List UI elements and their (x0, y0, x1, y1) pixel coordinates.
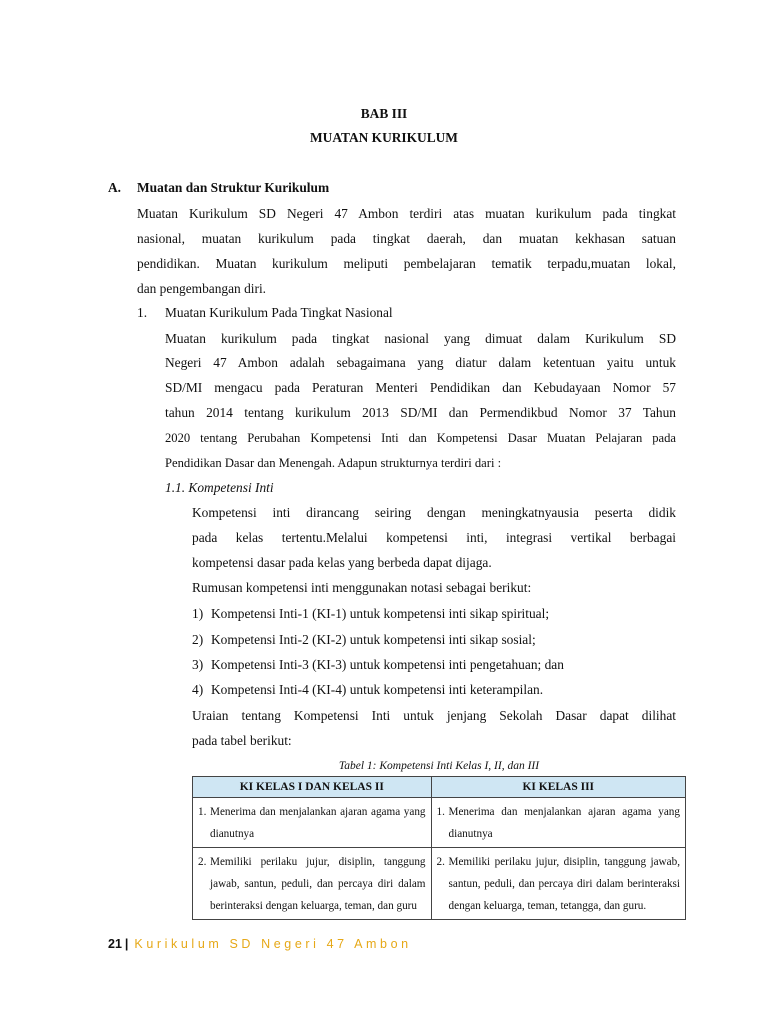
notation-intro: Rumusan kompetensi inti menggunakan notasi sebagai berikut: (192, 580, 532, 595)
sub11-para-line: kompetensi dasar pada kelas yang berbeda dapat dijaga. (192, 555, 492, 570)
list-item: Kompetensi Inti-4 (KI-4) untuk kompetensi inti keterampilan. (211, 682, 544, 697)
cell-number: 2. (198, 856, 207, 868)
footer-separator: | (124, 937, 129, 951)
sub1-heading: Muatan Kurikulum Pada Tingkat Nasional (165, 305, 393, 320)
list-item-number: 3) (192, 657, 204, 672)
section-a-para-line: Muatan Kurikulum SD Negeri 47 Ambon terdiri atas muatan kurikulum pada tingkat (137, 206, 676, 221)
table-header-ki-kelas-1-2: KI KELAS I DAN KELAS II (193, 777, 432, 798)
competency-table (192, 776, 686, 920)
list-item-number: 1) (192, 606, 204, 621)
table-header-row (193, 777, 686, 798)
section-a-para-line: pendidikan. Muatan kurikulum meliputi pembelajaran tematik terpadu,muatan lokal, (137, 256, 676, 271)
sub1-marker: 1. (137, 305, 148, 320)
table-row (193, 848, 686, 920)
sub1-para-line: SD/MI mengacu pada Peraturan Menteri Pendidikan dan Kebudayaan Nomor 57 (165, 380, 676, 395)
page-number: 21 (108, 937, 122, 951)
table-caption: Tabel 1: Kompetensi Inti Kelas I, II, dan III (338, 760, 540, 772)
table-header-ki-kelas-3: KI KELAS III (431, 777, 685, 798)
table-cell (193, 848, 432, 920)
closing-line: Uraian tentang Kompetensi Inti untuk jenjang Sekolah Dasar dapat dilihat (192, 708, 676, 723)
section-a-marker: A. (108, 180, 122, 195)
sub1-para-line: Negeri 47 Ambon adalah sebagaimana yang diatur dalam ketentuan yaitu untuk (165, 355, 676, 370)
list-item: Kompetensi Inti-3 (KI-3) untuk kompetensi inti pengetahuan; dan (211, 657, 564, 672)
list-item: Kompetensi Inti-2 (KI-2) untuk kompetensi inti sikap sosial; (211, 632, 536, 647)
table-cell (431, 848, 685, 920)
table-row (193, 798, 686, 848)
sub1-para-line: Pendidikan Dasar dan Menengah. Adapun strukturnya terdiri dari : (165, 456, 502, 470)
list-item-number: 2) (192, 632, 204, 647)
section-a-para-line: dan pengembangan diri. (137, 281, 267, 296)
cell-text: Memiliki perilaku jujur, disiplin, tanggung jawab, santun, peduli, dan percaya diri dalam berinteraksi dengan keluarga, teman, tetangga, dan guru. (448, 856, 680, 912)
chapter-number: BAB III (360, 106, 408, 121)
sub11-heading: 1.1. Kompetensi Inti (165, 480, 274, 495)
cell-number: 1. (436, 806, 445, 818)
cell-text: Menerima dan menjalankan ajaran agama yang dianutnya (448, 806, 680, 840)
table-cell (431, 798, 685, 848)
sub1-para-line: 2020 tentang Perubahan Kompetensi Inti dan Kompetensi Dasar Muatan Pelajaran pada (165, 431, 676, 445)
section-a-para-line: nasional, muatan kurikulum pada tingkat daerah, dan muatan kekhasan satuan (137, 231, 676, 246)
cell-text: Menerima dan menjalankan ajaran agama yang dianutnya (210, 806, 426, 840)
sub1-para-line: tahun 2014 tentang kurikulum 2013 SD/MI dan Permendikbud Nomor 37 Tahun (165, 405, 676, 420)
page-footer (108, 937, 412, 951)
sub11-para-line: pada kelas tertentu.Melalui kompetensi inti, integrasi vertikal berbagai (192, 530, 676, 545)
list-item: Kompetensi Inti-1 (KI-1) untuk kompetensi inti sikap spiritual; (211, 606, 550, 621)
closing-line: pada tabel berikut: (192, 733, 292, 748)
sub11-para-line: Kompetensi inti dirancang seiring dengan meningkatnyausia peserta didik (192, 505, 676, 520)
chapter-title: MUATAN KURIKULUM (310, 130, 458, 145)
section-a-heading: Muatan dan Struktur Kurikulum (137, 180, 330, 195)
cell-text: Memiliki perilaku jujur, disiplin, tanggung jawab, santun, peduli, dan percaya diri dalam berinteraksi dengan keluarga, teman, dan guru (210, 856, 426, 912)
list-item-number: 4) (192, 682, 204, 697)
sub1-para-line: Muatan kurikulum pada tingkat nasional yang dimuat dalam Kurikulum SD (165, 331, 676, 346)
table-cell (193, 798, 432, 848)
footer-title: Kurikulum SD Negeri 47 Ambon (134, 937, 412, 951)
cell-number: 2. (436, 856, 445, 868)
cell-number: 1. (198, 806, 207, 818)
